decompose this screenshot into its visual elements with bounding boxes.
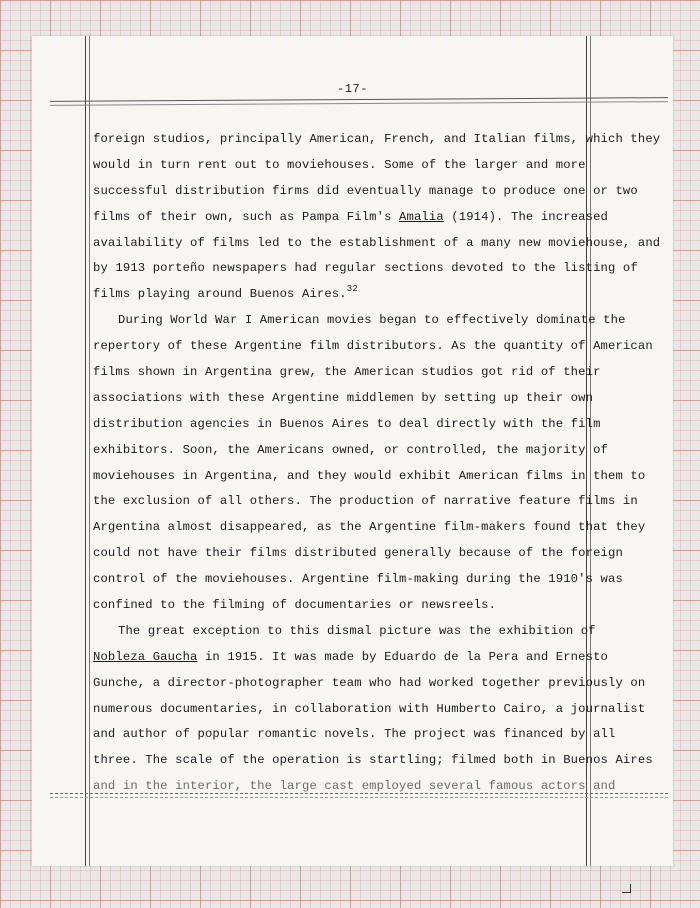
- text-segment: three. The scale of the operation is startling; filmed both in Buenos Aires: [93, 753, 653, 768]
- text-segment: distribution agencies in Buenos Aires to deal directly with the film: [93, 416, 601, 431]
- text-line: [93, 412, 601, 438]
- text-line: [93, 489, 638, 515]
- top-rule-double: [50, 101, 668, 106]
- text-segment: films shown in Argentina grew, the American studios got rid of their: [93, 365, 601, 380]
- text-segment: and in the interior, the large cast employed several famous actors and: [93, 779, 616, 794]
- left-margin-line-inner: [89, 36, 90, 866]
- text-line: [93, 671, 646, 697]
- paragraph: [93, 619, 653, 800]
- text-segment: films playing around Buenos Aires.: [93, 287, 347, 302]
- text-line: [93, 541, 623, 567]
- body-text: [93, 127, 661, 800]
- text-segment: control of the moviehouses. Argentine film-making during the 1910's was: [93, 572, 623, 587]
- text-line: [93, 593, 591, 619]
- left-margin-line: [85, 36, 86, 866]
- text-line: [93, 282, 591, 308]
- text-line: [93, 645, 609, 671]
- text-line: [93, 464, 646, 490]
- text-line: [93, 153, 591, 179]
- text-segment: repertory of these Argentine film distributors. As the quantity of American: [93, 339, 653, 354]
- footnote-marker: 32: [346, 284, 358, 295]
- underlined-title: Nobleza Gaucha: [93, 649, 198, 664]
- text-line: [93, 127, 661, 153]
- text-line: [93, 334, 653, 360]
- typewritten-page: [32, 36, 673, 866]
- paragraph: [93, 308, 653, 619]
- text-line: [93, 205, 609, 231]
- text-segment: The great exception to this dismal picture was the exhibition of: [118, 623, 596, 638]
- text-line: [93, 256, 638, 282]
- text-segment: the exclusion of all others. The production of narrative feature films in: [93, 494, 638, 509]
- text-line: [93, 619, 596, 645]
- text-segment: films of their own, such as Pampa Film's: [93, 209, 400, 224]
- text-segment: exhibitors. Soon, the Americans owned, or controlled, the majority of: [93, 442, 608, 457]
- text-segment: (1914). The increased: [443, 209, 609, 224]
- text-line: [93, 722, 616, 748]
- text-segment: in 1915. It was made by Eduardo de la Pera and Ernesto: [197, 649, 609, 664]
- text-line: [93, 179, 638, 205]
- text-line: [93, 515, 646, 541]
- text-segment: availability of films led to the establishment of a many new moviehouse, and: [93, 235, 661, 250]
- text-segment: could not have their films distributed generally because of the foreign: [93, 546, 623, 561]
- text-line: [93, 231, 661, 257]
- text-segment: associations with these Argentine middlemen by setting up their own: [93, 390, 594, 405]
- text-segment: by 1913 porteño newspapers had regular sections devoted to the listing of: [93, 261, 638, 276]
- text-segment: Argentina almost disappeared, as the Argentine film-makers found that they: [93, 520, 646, 535]
- page-number: -17-: [337, 82, 368, 96]
- text-segment: Gunche, a director-photographer team who had worked together previously on: [93, 675, 646, 690]
- text-segment: During World War I American movies began to effectively dominate the: [118, 313, 626, 328]
- text-segment: confined to the filming of documentaries or newsreels.: [93, 598, 497, 613]
- underlined-title: Amalia: [399, 209, 444, 224]
- text-line: [93, 308, 626, 334]
- text-line: [93, 438, 608, 464]
- crop-mark: [622, 884, 631, 893]
- text-segment: successful distribution firms did eventually manage to produce one or two: [93, 183, 638, 198]
- text-segment: numerous documentaries, in collaboration with Humberto Cairo, a journalist: [93, 701, 646, 716]
- paragraph: [93, 127, 661, 308]
- text-line: [93, 748, 653, 774]
- text-line: [93, 697, 646, 723]
- text-line: [93, 774, 616, 800]
- text-line: [93, 360, 601, 386]
- text-line: [93, 386, 594, 412]
- text-segment: foreign studios, principally American, French, and Italian films, which they: [93, 132, 661, 146]
- text-segment: moviehouses in Argentina, and they would exhibit American films in them to: [93, 468, 646, 483]
- text-segment: would in turn rent out to moviehouses. Some of the larger and more: [93, 157, 586, 172]
- text-segment: and author of popular romantic novels. The project was financed by all: [93, 727, 616, 742]
- text-line: [93, 567, 623, 593]
